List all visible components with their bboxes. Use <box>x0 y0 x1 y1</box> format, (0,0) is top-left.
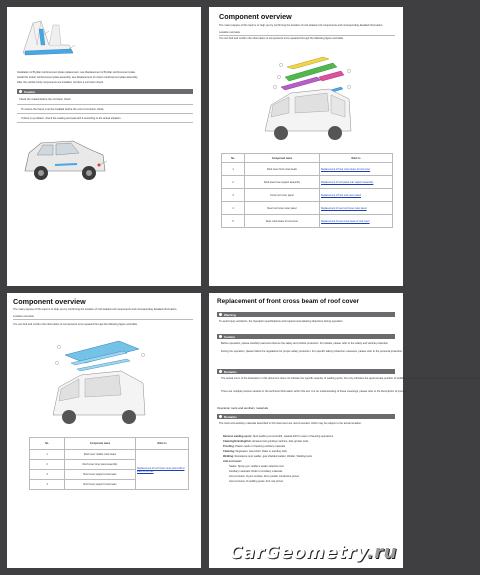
page-title: Component overview <box>13 297 86 306</box>
table-header-row <box>30 438 189 450</box>
row-name: Front roof cover panel <box>245 189 320 202</box>
row-ref-link[interactable]: Replacement of rear roof cover outer panel <box>320 202 393 215</box>
remarks-icon <box>219 370 222 373</box>
row-name: Roof cover support cross beam <box>65 480 136 490</box>
row-no: 4 <box>30 480 65 490</box>
manual-page-1 <box>7 7 201 286</box>
tool-subitem: Anti-corrosion of welding spots: Anti-rust primer <box>229 480 284 483</box>
tool-item: Proofing: Plastic caulk or Cleaning auxiliary materials <box>223 445 286 448</box>
row-name: Roof panel rear support assembly <box>245 176 320 189</box>
row-ref-link[interactable]: Replacement of front cross beam of roof cover <box>320 163 393 176</box>
tool-item: Cleaning: Degreaser, steel cloth, Rake or sanding stick <box>223 450 287 453</box>
warning-bar: Warning <box>217 312 395 317</box>
roof-exploded-figure <box>251 47 361 143</box>
step-3: After the vehicle body components are installed, conduct a corrosion check. <box>17 81 104 84</box>
caution-bar: Caution <box>217 334 395 339</box>
table-row <box>30 450 189 460</box>
row-no: 4 <box>222 202 245 215</box>
component-table <box>29 437 189 490</box>
row-no: 2 <box>222 176 245 189</box>
row-name: Rear roof cover outer panel <box>245 202 320 215</box>
divider <box>17 113 193 114</box>
row-no: 3 <box>222 189 245 202</box>
remark-bullet-2: There are multiple process variants in the technical information within this text. For an understanding of these meanings, please refer to the Description of process. <box>221 390 408 393</box>
caution-icon <box>19 90 22 93</box>
tool-subitem: Auxiliary materials: Refer to Auxiliary materials <box>229 470 283 473</box>
row-no: 1 <box>30 450 65 460</box>
caution-bullet-1: Before operation, please carefully read and observe the safety and vehicle protection. For details, please refer to the safety and vehicle protection. <box>221 342 389 345</box>
table-header-row <box>222 154 393 163</box>
step-1: Installation of B pillar reinforcement plate replacement, see Replacement of B pillar reinforcement plate. <box>17 71 136 74</box>
row-no: 3 <box>30 470 65 480</box>
step-2: Install the rocker reinforcement plate assembly, see Replacement of rocker reinforcement plate assembly. <box>17 76 138 79</box>
col-component: Component name <box>245 154 320 163</box>
b-pillar-reinforcement-figure <box>19 15 77 61</box>
tool-item: Welding: Resistance spot welder, gas shielded welder, Welder, Welding tools <box>223 455 312 458</box>
row-no: 1 <box>222 163 245 176</box>
caution-lead: Check the related before the corrosion check <box>19 98 71 101</box>
cargeometry-watermark: CarGeometry.ru <box>229 542 397 563</box>
remarks-bar: Remarks <box>217 369 395 374</box>
tool-subitem: Sealer: Spray gun, Hoffer's sealer selection tool <box>229 465 284 468</box>
overview-label: Location overview <box>13 315 34 318</box>
row-no: 2 <box>30 460 65 470</box>
divider <box>13 319 193 320</box>
tools-remarks-bar: Remarks <box>217 414 395 419</box>
tools-remark-text: The tools and auxiliary materials described in this document are recommended, which may be subject to the actual situation. <box>219 422 362 425</box>
warning-icon <box>219 313 222 316</box>
page-title: Replacement of front cross beam of roof cover <box>217 298 360 305</box>
caution-bullet-1: To ensure the frame must be installed before the end of corrosion check. <box>21 108 105 111</box>
warning-text: To avoid injury accidents, the Operation specifications and requirements labeling directions during operation. <box>219 320 344 323</box>
roof-components-exploded-view <box>251 47 361 143</box>
tool-item: Cleaning/Grinding/Cut: abrasive belt grinding machine, disk grinder tools <box>223 440 309 443</box>
col-refer: Refer to <box>320 154 393 163</box>
divider <box>17 104 193 105</box>
pillar-illustration <box>19 15 77 61</box>
suv-side-illustration <box>19 131 111 191</box>
remark-bullet-1: The actual cut-in of the illustration in this document does not indicate the specific quantity of welding spots, but only indicates the approximate position of welding spots. The specific quantity shall be subject to the actual vehicle. <box>221 377 480 380</box>
intro-text: The main purpose of this topic is to help you by confirming the location of roof-related roof components and corresponding detailed information. <box>13 308 178 311</box>
row-name: Roof cover middle cross beam <box>65 450 136 460</box>
col-no: No. <box>30 438 65 450</box>
tool-item: Anti-corrosion: <box>223 460 242 463</box>
divider <box>17 122 193 123</box>
table-row <box>222 202 393 215</box>
component-table <box>221 153 393 228</box>
row-ref-link[interactable]: Replacement of front roof cover panel <box>320 189 393 202</box>
tool-subitem: Anti-corrosion of joint surface: Zinc powder conductive primer <box>229 475 300 478</box>
manual-page-4 <box>209 293 480 568</box>
tools-heading: Operation tools and auxiliary materials <box>217 406 269 410</box>
row-name: Roof cover support cross beam <box>65 470 136 480</box>
caution-bullet-2: During the operation, please follow the regulations for proper safety protection. For specific safety protection measures, please refer to the personal protection. <box>221 350 403 353</box>
car-corrosion-figure <box>19 131 111 191</box>
manual-page-2 <box>209 7 403 286</box>
col-no: No. <box>222 154 245 163</box>
table-row <box>222 215 393 228</box>
row-name: Roof cover front cross beam <box>245 163 320 176</box>
manual-page-3 <box>7 293 201 568</box>
caution-icon <box>219 335 222 338</box>
shared-ref-link[interactable]: Replacement of roof cover inner panel with a flash rib on roof <box>136 450 189 490</box>
roof-inner-exploded-figure <box>39 333 155 425</box>
tool-item: Remove welding spots: Spot welding removal drill, spatula drill for seam of faceting operations <box>223 435 334 438</box>
caution-bar: Caution <box>17 89 193 94</box>
page-title: Component overview <box>219 12 292 21</box>
col-refer: Refer to <box>136 438 189 450</box>
remarks-icon <box>219 415 222 418</box>
col-component: Component name <box>65 438 136 450</box>
row-ref-link[interactable]: Replacement of roof panel rear support assembly <box>320 176 393 189</box>
overview-label: Location overview <box>219 31 240 34</box>
table-row <box>222 189 393 202</box>
intro-text: The main purpose of this topic is to help you by confirming the location of roof-related roof components and corresponding detailed information. <box>219 24 384 27</box>
roof-inner-components-view <box>39 333 155 425</box>
table-row <box>222 163 393 176</box>
divider <box>219 35 395 36</box>
caution-bullet-2: If there is a problem, check the sealing and seal with it according to the actual situation. <box>21 117 122 120</box>
row-ref-link[interactable]: Replacement of rear cross beam of roof cover <box>320 215 393 228</box>
intro-text-2: You can find and confirm the information of components to be repaired through the following figure and table. <box>219 37 344 40</box>
row-no: 5 <box>222 215 245 228</box>
table-row <box>222 176 393 189</box>
row-name: Roof cover inner panel assembly <box>65 460 136 470</box>
intro-text-2: You can find and confirm the information of components to be repaired through the following figure and table. <box>13 323 138 326</box>
row-name: Rear cross beam of roof cover <box>245 215 320 228</box>
